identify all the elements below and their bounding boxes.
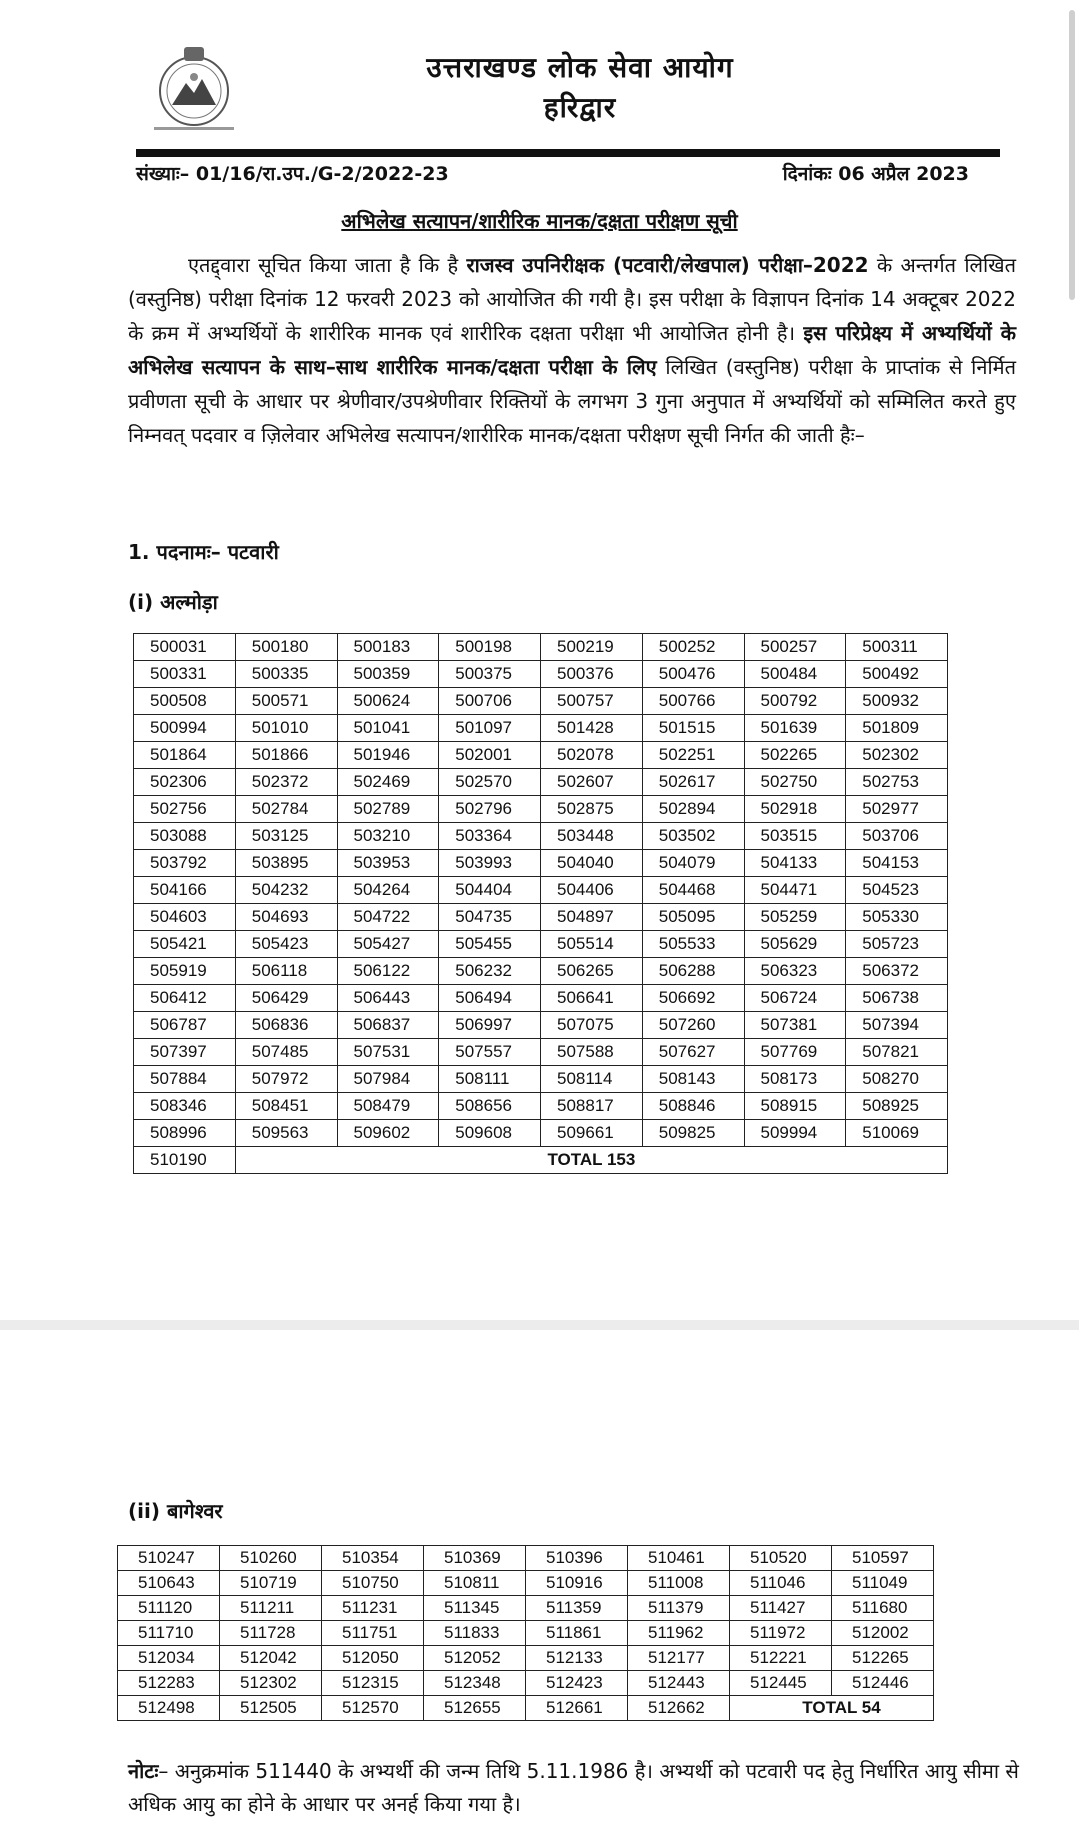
roll-number-cell: 507485 bbox=[235, 1039, 337, 1066]
roll-number-cell: 502607 bbox=[541, 769, 643, 796]
table-row-total bbox=[118, 1696, 934, 1721]
roll-number-cell: 511049 bbox=[832, 1571, 934, 1596]
roll-number-cell: 510260 bbox=[220, 1546, 322, 1571]
roll-number-cell: 505723 bbox=[846, 931, 948, 958]
roll-number-cell: 506692 bbox=[642, 985, 744, 1012]
roll-number-cell: 512221 bbox=[730, 1646, 832, 1671]
roll-number-cell: 500476 bbox=[642, 661, 744, 688]
roll-number-cell: 504693 bbox=[235, 904, 337, 931]
roll-number-cell: 500311 bbox=[846, 634, 948, 661]
roll-number-cell: 504040 bbox=[541, 850, 643, 877]
roll-number-cell: 500376 bbox=[541, 661, 643, 688]
roll-number-cell: 504232 bbox=[235, 877, 337, 904]
roll-number-cell: 511710 bbox=[118, 1621, 220, 1646]
roll-number-cell: 501809 bbox=[846, 715, 948, 742]
roll-number-cell: 505423 bbox=[235, 931, 337, 958]
roll-number-cell: 502302 bbox=[846, 742, 948, 769]
roll-number-cell: 506837 bbox=[337, 1012, 439, 1039]
roll-number-cell: 503993 bbox=[439, 850, 541, 877]
roll-number-cell: 507397 bbox=[134, 1039, 236, 1066]
roll-number-cell: 504603 bbox=[134, 904, 236, 931]
roll-number-cell: 508996 bbox=[134, 1120, 236, 1147]
post-heading: 1. पदनामः– पटवारी bbox=[128, 540, 279, 564]
roll-number-cell: 502469 bbox=[337, 769, 439, 796]
table-row bbox=[134, 850, 948, 877]
roll-number-cell: 510643 bbox=[118, 1571, 220, 1596]
roll-number-cell: 511231 bbox=[322, 1596, 424, 1621]
roll-number-cell: 507394 bbox=[846, 1012, 948, 1039]
commission-logo-icon bbox=[146, 45, 242, 135]
roll-number-cell: 508111 bbox=[439, 1066, 541, 1093]
roll-number-cell: 512315 bbox=[322, 1671, 424, 1696]
roll-number-cell: 504153 bbox=[846, 850, 948, 877]
roll-number-cell: 512505 bbox=[220, 1696, 322, 1721]
roll-number-cell: 508451 bbox=[235, 1093, 337, 1120]
roll-number-cell: 510811 bbox=[424, 1571, 526, 1596]
roll-number-cell: 506724 bbox=[744, 985, 846, 1012]
roll-number-cell: 512052 bbox=[424, 1646, 526, 1671]
table-row bbox=[134, 634, 948, 661]
roll-number-cell: 511008 bbox=[628, 1571, 730, 1596]
roll-number-cell: 512445 bbox=[730, 1671, 832, 1696]
roll-number-cell: 506265 bbox=[541, 958, 643, 985]
roll-number-cell: 502756 bbox=[134, 796, 236, 823]
roll-number-cell: 500252 bbox=[642, 634, 744, 661]
roll-number-cell: 509661 bbox=[541, 1120, 643, 1147]
roll-number-table-almora bbox=[133, 633, 948, 1174]
notice-paragraph: एतद्द्वारा सूचित किया जाता है कि है राजस्व उपनिरीक्षक (पटवारी/लेखपाल) परीक्षा–2022 के अन्तर्गत लिखित (वस्तुनिष्ठ) परीक्षा दिनांक 12 फरवरी 2023 को आयोजित की गयी है। इस परीक्षा के विज्ञापन दिनांक 14 अक्टूबर 2022 के क्रम में अभ्यर्थियों के शारीरिक मानक एवं शारीरिक दक्षता परीक्षा भी आयोजित होनी है। इस परिप्रेक्ष्य में अभ्यर्थियों के अभिलेख सत्यापन के साथ–साथ शारीरिक मानक/दक्षता परीक्षा के लिए लिखित (वस्तुनिष्ठ) परीक्षा के प्राप्तांक से निर्मित प्रवीणता सूची के आधार पर श्रेणीवार/उपश्रेणीवार रिक्तियों के लगभग 3 गुना अनुपात में अभ्यर्थियों को सम्मिलित करते हुए निम्नवत् पदवार व ज़िलेवार अभिलेख सत्यापन/शारीरिक मानक/दक्षता परीक्षण सूची निर्गत की जाती हैः– bbox=[128, 253, 1016, 447]
roll-number-cell: 503953 bbox=[337, 850, 439, 877]
roll-number-cell: 505427 bbox=[337, 931, 439, 958]
roll-number-cell: 502001 bbox=[439, 742, 541, 769]
roll-number-cell: 502306 bbox=[134, 769, 236, 796]
roll-number-cell: 502570 bbox=[439, 769, 541, 796]
roll-number-cell: 511972 bbox=[730, 1621, 832, 1646]
roll-number-cell: 502078 bbox=[541, 742, 643, 769]
roll-number-cell: 506494 bbox=[439, 985, 541, 1012]
page-separator bbox=[0, 1320, 1079, 1330]
roll-number-cell: 512348 bbox=[424, 1671, 526, 1696]
roll-number-cell: 503448 bbox=[541, 823, 643, 850]
roll-number-cell: 507588 bbox=[541, 1039, 643, 1066]
roll-number-cell: 510520 bbox=[730, 1546, 832, 1571]
roll-number-cell: 503792 bbox=[134, 850, 236, 877]
roll-number-cell: 507260 bbox=[642, 1012, 744, 1039]
roll-number-cell: 507557 bbox=[439, 1039, 541, 1066]
roll-number-cell: 502796 bbox=[439, 796, 541, 823]
roll-number-cell: 502894 bbox=[642, 796, 744, 823]
roll-number-cell: 506288 bbox=[642, 958, 744, 985]
roll-number-cell: 502753 bbox=[846, 769, 948, 796]
roll-number-cell: 506836 bbox=[235, 1012, 337, 1039]
roll-number-cell: 512177 bbox=[628, 1646, 730, 1671]
roll-number-cell: 509994 bbox=[744, 1120, 846, 1147]
table-row bbox=[134, 877, 948, 904]
roll-number-cell: 507984 bbox=[337, 1066, 439, 1093]
roll-number-cell: 508270 bbox=[846, 1066, 948, 1093]
roll-number-cell: 506443 bbox=[337, 985, 439, 1012]
scrollbar[interactable] bbox=[1069, 10, 1075, 300]
roll-number-cell: 509608 bbox=[439, 1120, 541, 1147]
roll-number-cell: 508817 bbox=[541, 1093, 643, 1120]
roll-number-cell: 512002 bbox=[832, 1621, 934, 1646]
roll-number-cell: 502372 bbox=[235, 769, 337, 796]
roll-number-cell: 500994 bbox=[134, 715, 236, 742]
roll-number-cell: 500359 bbox=[337, 661, 439, 688]
roll-number-cell: 512655 bbox=[424, 1696, 526, 1721]
roll-number-cell: 508143 bbox=[642, 1066, 744, 1093]
roll-number-cell: 500219 bbox=[541, 634, 643, 661]
roll-number-cell: 506997 bbox=[439, 1012, 541, 1039]
roll-number-cell: 508925 bbox=[846, 1093, 948, 1120]
roll-number-cell: 500335 bbox=[235, 661, 337, 688]
table-row bbox=[134, 688, 948, 715]
total-count: TOTAL 153 bbox=[235, 1147, 947, 1174]
roll-number-cell: 500624 bbox=[337, 688, 439, 715]
roll-number-cell: 504404 bbox=[439, 877, 541, 904]
table-row bbox=[134, 661, 948, 688]
note-paragraph: नोटः– अनुक्रमांक 511440 के अभ्यर्थी की जन्म तिथि 5.11.1986 है। अभ्यर्थी को पटवारी पद हेतु निर्धारित आयु सीमा से अधिक आयु का होने के आधार पर अनर्ह किया गया है। bbox=[128, 1759, 1019, 1816]
table-row bbox=[118, 1571, 934, 1596]
table-row bbox=[118, 1546, 934, 1571]
roll-number-cell: 502918 bbox=[744, 796, 846, 823]
table-row bbox=[134, 904, 948, 931]
roll-number-cell: 511861 bbox=[526, 1621, 628, 1646]
roll-number-cell: 501864 bbox=[134, 742, 236, 769]
roll-number-cell: 501946 bbox=[337, 742, 439, 769]
roll-number-cell: 500331 bbox=[134, 661, 236, 688]
roll-number-cell: 504468 bbox=[642, 877, 744, 904]
district-heading-bageshwar: (ii) बागेश्वर bbox=[128, 1499, 223, 1523]
roll-number-cell: 508479 bbox=[337, 1093, 439, 1120]
table-row bbox=[134, 715, 948, 742]
header-rule bbox=[136, 149, 1000, 157]
roll-number-cell: 506738 bbox=[846, 985, 948, 1012]
reference-number: संख्याः– 01/16/रा.उप./G-2/2022-23 bbox=[136, 163, 449, 185]
commission-title: उत्तराखण्ड लोक सेवा आयोग bbox=[426, 51, 734, 84]
roll-number-cell: 507075 bbox=[541, 1012, 643, 1039]
roll-number-cell: 510916 bbox=[526, 1571, 628, 1596]
roll-number-cell: 500375 bbox=[439, 661, 541, 688]
roll-number-cell: 504471 bbox=[744, 877, 846, 904]
roll-number-cell: 505259 bbox=[744, 904, 846, 931]
roll-number-cell: 500198 bbox=[439, 634, 541, 661]
roll-number-cell: 512283 bbox=[118, 1671, 220, 1696]
roll-number-cell: 506118 bbox=[235, 958, 337, 985]
table-row bbox=[118, 1596, 934, 1621]
roll-number-cell: 512661 bbox=[526, 1696, 628, 1721]
roll-number-cell: 503706 bbox=[846, 823, 948, 850]
roll-number-cell: 500571 bbox=[235, 688, 337, 715]
roll-number-cell: 510247 bbox=[118, 1546, 220, 1571]
roll-number-cell: 510069 bbox=[846, 1120, 948, 1147]
roll-number-cell: 508656 bbox=[439, 1093, 541, 1120]
roll-number-cell: 511427 bbox=[730, 1596, 832, 1621]
roll-number-cell: 511680 bbox=[832, 1596, 934, 1621]
roll-number-cell: 510396 bbox=[526, 1546, 628, 1571]
table-row bbox=[134, 1120, 948, 1147]
roll-number-cell: 511120 bbox=[118, 1596, 220, 1621]
roll-number-cell: 501515 bbox=[642, 715, 744, 742]
roll-number-cell: 509563 bbox=[235, 1120, 337, 1147]
roll-number-cell: 511359 bbox=[526, 1596, 628, 1621]
roll-number-cell: 511833 bbox=[424, 1621, 526, 1646]
roll-number-cell: 511728 bbox=[220, 1621, 322, 1646]
roll-number-cell: 507972 bbox=[235, 1066, 337, 1093]
table-row bbox=[118, 1621, 934, 1646]
roll-number-cell: 500508 bbox=[134, 688, 236, 715]
table-row bbox=[134, 1012, 948, 1039]
roll-number-cell: 500180 bbox=[235, 634, 337, 661]
roll-number-cell: 504735 bbox=[439, 904, 541, 931]
roll-number-cell: 504897 bbox=[541, 904, 643, 931]
roll-number-cell: 503210 bbox=[337, 823, 439, 850]
roll-number-cell: 510719 bbox=[220, 1571, 322, 1596]
roll-number-cell: 503895 bbox=[235, 850, 337, 877]
roll-number-cell: 507381 bbox=[744, 1012, 846, 1039]
roll-number-cell: 505919 bbox=[134, 958, 236, 985]
roll-number-cell: 508173 bbox=[744, 1066, 846, 1093]
table-row bbox=[134, 796, 948, 823]
roll-number-cell: 500183 bbox=[337, 634, 439, 661]
roll-number-cell: 504133 bbox=[744, 850, 846, 877]
roll-number-cell: 505095 bbox=[642, 904, 744, 931]
roll-number-cell: 507627 bbox=[642, 1039, 744, 1066]
roll-number-cell: 507769 bbox=[744, 1039, 846, 1066]
roll-number-cell: 507884 bbox=[134, 1066, 236, 1093]
roll-number-cell: 506641 bbox=[541, 985, 643, 1012]
roll-number-cell: 512446 bbox=[832, 1671, 934, 1696]
roll-number-cell: 504264 bbox=[337, 877, 439, 904]
roll-number-cell: 502875 bbox=[541, 796, 643, 823]
roll-number-cell: 510461 bbox=[628, 1546, 730, 1571]
roll-number-cell: 505455 bbox=[439, 931, 541, 958]
roll-number-cell: 504406 bbox=[541, 877, 643, 904]
roll-number-cell: 500031 bbox=[134, 634, 236, 661]
roll-number-cell: 512133 bbox=[526, 1646, 628, 1671]
table-row bbox=[134, 1066, 948, 1093]
roll-number-cell: 505629 bbox=[744, 931, 846, 958]
roll-number-cell: 503125 bbox=[235, 823, 337, 850]
roll-number-cell: 500484 bbox=[744, 661, 846, 688]
roll-number-cell: 508846 bbox=[642, 1093, 744, 1120]
roll-number-cell: 511751 bbox=[322, 1621, 424, 1646]
table-row bbox=[134, 1039, 948, 1066]
roll-number-cell: 508346 bbox=[134, 1093, 236, 1120]
roll-number-cell: 511962 bbox=[628, 1621, 730, 1646]
table-row bbox=[118, 1646, 934, 1671]
roll-number-cell: 502789 bbox=[337, 796, 439, 823]
roll-number-cell: 501041 bbox=[337, 715, 439, 742]
roll-number-cell: 506122 bbox=[337, 958, 439, 985]
roll-number-cell: 503502 bbox=[642, 823, 744, 850]
roll-number-cell: 510354 bbox=[322, 1546, 424, 1571]
roll-number-cell: 512443 bbox=[628, 1671, 730, 1696]
roll-number-cell: 502784 bbox=[235, 796, 337, 823]
roll-number-cell: 504079 bbox=[642, 850, 744, 877]
roll-number-cell: 500257 bbox=[744, 634, 846, 661]
roll-number-cell: 501428 bbox=[541, 715, 643, 742]
table-row bbox=[134, 742, 948, 769]
roll-number-cell: 512050 bbox=[322, 1646, 424, 1671]
roll-number-cell: 502617 bbox=[642, 769, 744, 796]
commission-city: हरिद्वार bbox=[543, 91, 617, 124]
table-row bbox=[134, 823, 948, 850]
roll-number-cell: 504523 bbox=[846, 877, 948, 904]
roll-number-cell: 502750 bbox=[744, 769, 846, 796]
roll-number-cell: 505514 bbox=[541, 931, 643, 958]
roll-number-cell: 512034 bbox=[118, 1646, 220, 1671]
roll-number-cell: 505421 bbox=[134, 931, 236, 958]
roll-number-cell: 512042 bbox=[220, 1646, 322, 1671]
roll-number-cell: 512498 bbox=[118, 1696, 220, 1721]
roll-number-cell: 502977 bbox=[846, 796, 948, 823]
roll-number-cell: 504722 bbox=[337, 904, 439, 931]
roll-number-cell: 509825 bbox=[642, 1120, 744, 1147]
roll-number-cell: 507821 bbox=[846, 1039, 948, 1066]
roll-number-cell: 506232 bbox=[439, 958, 541, 985]
roll-number-cell: 508114 bbox=[541, 1066, 643, 1093]
roll-number-cell: 503515 bbox=[744, 823, 846, 850]
roll-number-cell: 501097 bbox=[439, 715, 541, 742]
roll-number-cell: 508915 bbox=[744, 1093, 846, 1120]
roll-number-cell: 512302 bbox=[220, 1671, 322, 1696]
roll-number-cell: 506323 bbox=[744, 958, 846, 985]
table-row bbox=[134, 958, 948, 985]
roll-number-cell: 512423 bbox=[526, 1671, 628, 1696]
roll-number-cell: 511211 bbox=[220, 1596, 322, 1621]
roll-number-cell: 507531 bbox=[337, 1039, 439, 1066]
roll-number-table-bageshwar bbox=[117, 1545, 934, 1721]
roll-number-cell: 509602 bbox=[337, 1120, 439, 1147]
roll-number-cell: 504166 bbox=[134, 877, 236, 904]
roll-number-cell: 500706 bbox=[439, 688, 541, 715]
roll-number-cell: 512265 bbox=[832, 1646, 934, 1671]
roll-number-cell: 511379 bbox=[628, 1596, 730, 1621]
roll-number-cell: 500492 bbox=[846, 661, 948, 688]
roll-number-cell: 510190 bbox=[134, 1147, 236, 1174]
roll-number-cell: 510369 bbox=[424, 1546, 526, 1571]
notice-subject: अभिलेख सत्यापन/शारीरिक मानक/दक्षता परीक्षण सूची bbox=[341, 209, 738, 233]
roll-number-cell: 503088 bbox=[134, 823, 236, 850]
roll-number-cell: 502251 bbox=[642, 742, 744, 769]
roll-number-cell: 505533 bbox=[642, 931, 744, 958]
roll-number-cell: 506372 bbox=[846, 958, 948, 985]
roll-number-cell: 500792 bbox=[744, 688, 846, 715]
roll-number-cell: 500757 bbox=[541, 688, 643, 715]
roll-number-cell: 512570 bbox=[322, 1696, 424, 1721]
roll-number-cell: 506412 bbox=[134, 985, 236, 1012]
roll-number-cell: 511046 bbox=[730, 1571, 832, 1596]
roll-number-cell: 501010 bbox=[235, 715, 337, 742]
total-count: TOTAL 54 bbox=[730, 1696, 934, 1721]
roll-number-cell: 500932 bbox=[846, 688, 948, 715]
table-row-total bbox=[134, 1147, 948, 1174]
roll-number-cell: 503364 bbox=[439, 823, 541, 850]
notice-date: दिनांकः 06 अप्रैल 2023 bbox=[782, 163, 969, 185]
roll-number-cell: 510750 bbox=[322, 1571, 424, 1596]
roll-number-cell: 505330 bbox=[846, 904, 948, 931]
roll-number-cell: 510597 bbox=[832, 1546, 934, 1571]
roll-number-cell: 506429 bbox=[235, 985, 337, 1012]
roll-number-cell: 500766 bbox=[642, 688, 744, 715]
table-row bbox=[134, 985, 948, 1012]
table-row bbox=[134, 1093, 948, 1120]
roll-number-cell: 512662 bbox=[628, 1696, 730, 1721]
roll-number-cell: 511345 bbox=[424, 1596, 526, 1621]
table-row bbox=[134, 769, 948, 796]
district-heading-almora: (i) अल्मोड़ा bbox=[128, 590, 218, 614]
roll-number-cell: 502265 bbox=[744, 742, 846, 769]
roll-number-cell: 501866 bbox=[235, 742, 337, 769]
roll-number-cell: 501639 bbox=[744, 715, 846, 742]
table-row bbox=[134, 931, 948, 958]
roll-number-cell: 506787 bbox=[134, 1012, 236, 1039]
table-row bbox=[118, 1671, 934, 1696]
